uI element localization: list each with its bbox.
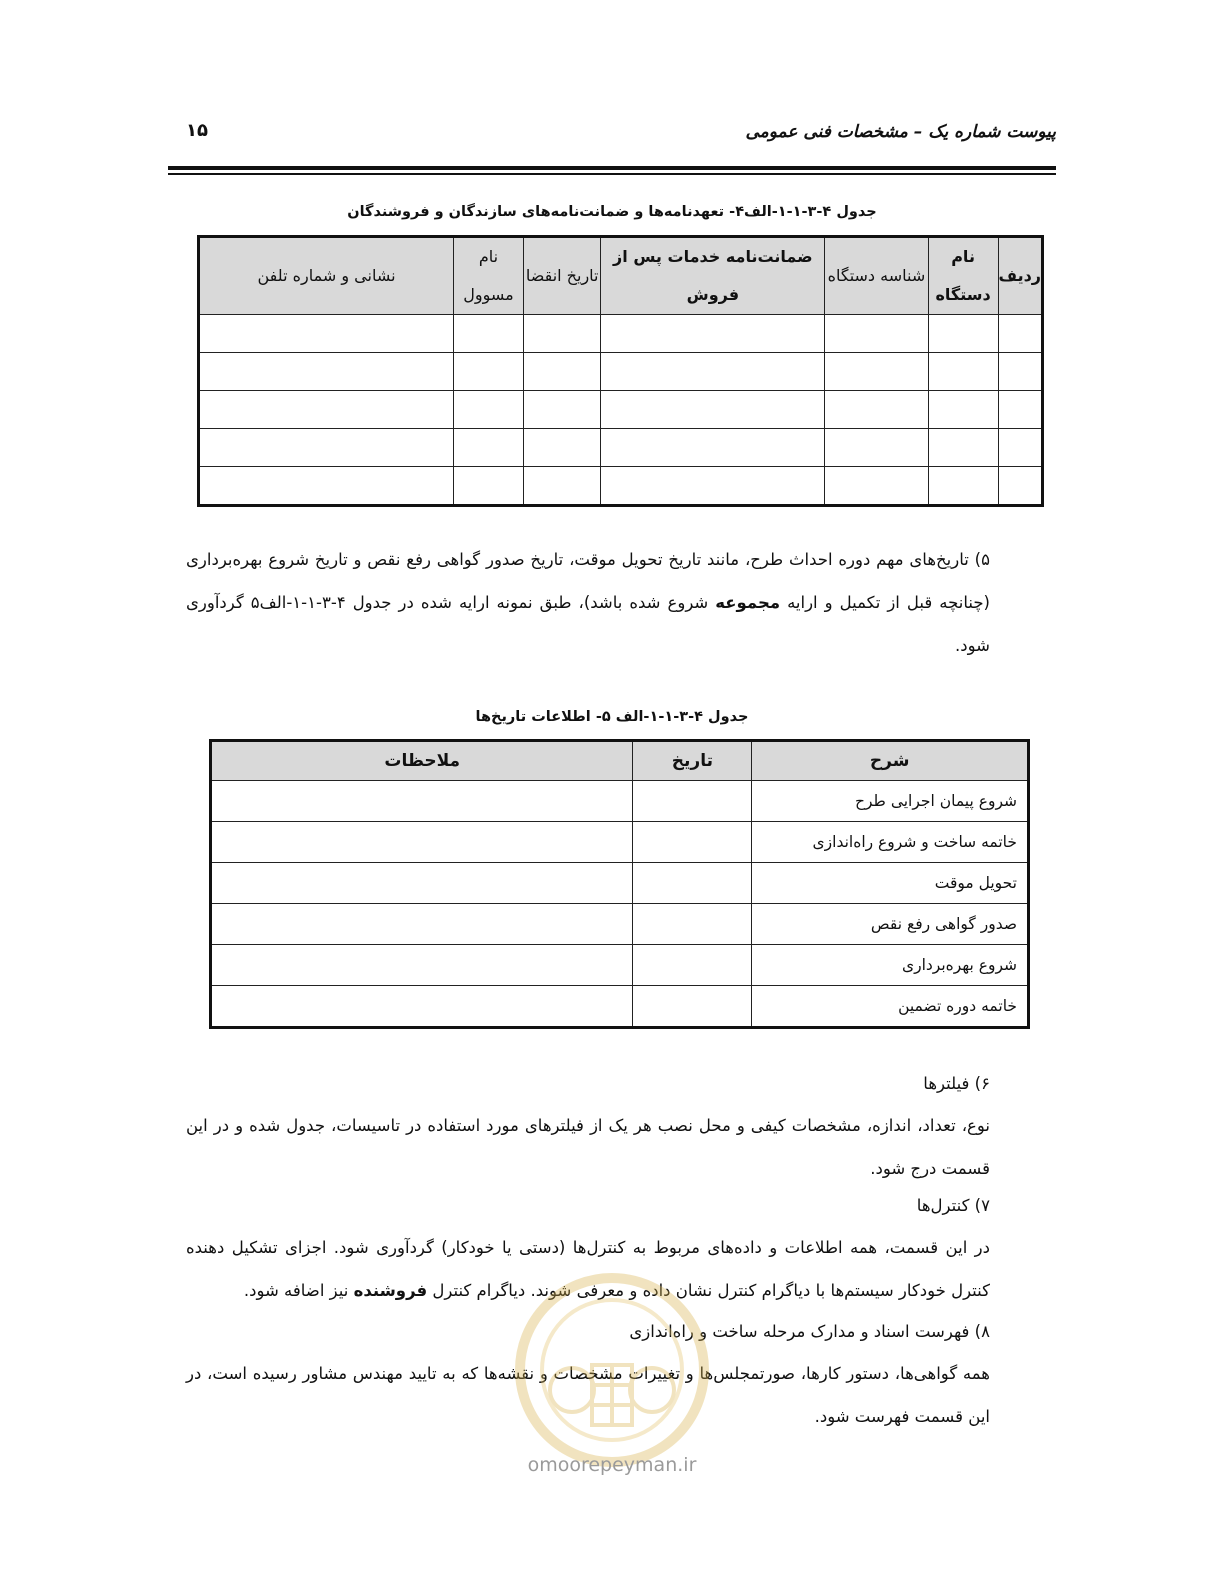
table-header-row [211, 741, 1029, 781]
section-6-text: نوع، تعداد، اندازه، مشخصات کیفی و محل نصب هر یک از فیلترهای مورد استفاده در تاسیسات، جدول شده و در این قسمت درج شود. [186, 1116, 990, 1178]
table-row [211, 904, 1029, 945]
table-row [211, 822, 1029, 863]
table-row [199, 429, 1043, 467]
table-cell [454, 467, 524, 506]
table-cell [199, 467, 454, 506]
table-cell [825, 353, 928, 391]
table-row [211, 863, 1029, 904]
table-cell [928, 467, 998, 506]
table-cell [998, 391, 1042, 429]
table-cell [998, 353, 1042, 391]
table-cell [928, 391, 998, 429]
table-cell [601, 467, 825, 506]
col-header-device-name: نام دستگاه [928, 237, 998, 315]
table-cell [523, 429, 601, 467]
row-date-cell [633, 822, 752, 863]
table-cell [199, 429, 454, 467]
row-description: شروع پیمان اجرایی طرح [752, 781, 1029, 822]
table-cell [998, 429, 1042, 467]
table-cell [928, 315, 998, 353]
row-date-cell [633, 863, 752, 904]
row-notes-cell [211, 945, 633, 986]
table-row [211, 945, 1029, 986]
table-cell [601, 315, 825, 353]
col-header-notes: ملاحظات [211, 741, 633, 781]
row-date-cell [633, 781, 752, 822]
table-cell [454, 429, 524, 467]
table-cell [454, 391, 524, 429]
table-cell [199, 353, 454, 391]
table-cell [928, 353, 998, 391]
row-notes-cell [211, 781, 633, 822]
warranty-table [197, 235, 1044, 507]
col-header-device-id: شناسه دستگاه [825, 237, 928, 315]
table-cell [601, 391, 825, 429]
col-header-row-no: ردیف [998, 237, 1042, 315]
table-row [211, 781, 1029, 822]
section-6-heading: ۶) فیلترها [923, 1074, 990, 1093]
header-rule-thin [168, 173, 1056, 175]
table-cell [998, 467, 1042, 506]
row-description: خاتمه ساخت و شروع راه‌اندازی [752, 822, 1029, 863]
section-7-text-b: نیز اضافه شود. [243, 1281, 354, 1300]
row-description: تحویل موقت [752, 863, 1029, 904]
table-cell [825, 391, 928, 429]
section-7-bold-term: فروشنده [353, 1281, 428, 1300]
page-number: ۱۵ [186, 120, 208, 141]
paragraph-5-bold-term: مجموعه [715, 593, 781, 612]
row-description: خاتمه دوره تضمین [752, 986, 1029, 1028]
table-cell [523, 315, 601, 353]
table-cell [998, 315, 1042, 353]
table-header-row [199, 237, 1043, 315]
row-description: شروع بهره‌برداری [752, 945, 1029, 986]
table-cell [825, 429, 928, 467]
table-cell [199, 315, 454, 353]
table-cell [523, 391, 601, 429]
table-cell [601, 353, 825, 391]
col-header-expiry: تاریخ انقضا [523, 237, 601, 315]
section-7-heading: ۷) کنترل‌ها [916, 1196, 990, 1215]
row-notes-cell [211, 863, 633, 904]
row-notes-cell [211, 822, 633, 863]
table-cell [825, 315, 928, 353]
col-header-responsible: نام مسوول [454, 237, 524, 315]
table-row [199, 467, 1043, 506]
section-8-heading: ۸) فهرست اسناد و مدارک مرحله ساخت و راه‌اندازی [629, 1322, 990, 1341]
paragraph-5 [186, 538, 990, 667]
row-notes-cell [211, 986, 633, 1028]
table-cell [199, 391, 454, 429]
table-cell [601, 429, 825, 467]
watermark-site-text: omoorepeyman.ir [527, 1454, 697, 1476]
row-date-cell [633, 904, 752, 945]
row-date-cell [633, 945, 752, 986]
col-header-date: تاریخ [633, 741, 752, 781]
section-8-text: همه گواهی‌ها، دستور کارها، صورتمجلس‌ها و تغییرات مشخصات و نقشه‌ها که به تایید مهندس مشاور رسیده است، در این قسمت فهرست شود. [186, 1364, 990, 1426]
row-date-cell [633, 986, 752, 1028]
table1-caption: جدول ۴-۳-۱-۱-الف۴- تعهدنامه‌ها و ضمانت‌نامه‌های سازندگان و فروشندگان [347, 204, 877, 220]
row-notes-cell [211, 904, 633, 945]
page-header-title: پیوست شماره یک – مشخصات فنی عمومی [745, 122, 1056, 142]
table-cell [523, 467, 601, 506]
watermark-logo-icon [497, 1270, 727, 1470]
paragraph-5-text-b: شروع شده باشد)، طبق نمونه ارایه شده در جدول ۴-۳-۱-۱-الف۵ گردآوری شود. [186, 593, 990, 655]
table-row [199, 353, 1043, 391]
col-header-warranty: ضمانت‌نامه خدمات پس از فروش [601, 237, 825, 315]
table-cell [825, 467, 928, 506]
table-row [211, 986, 1029, 1028]
table2-caption: جدول ۴-۳-۱-۱-الف ۵- اطلاعات تاریخ‌ها [475, 709, 749, 725]
row-description: صدور گواهی رفع نقص [752, 904, 1029, 945]
table-cell [928, 429, 998, 467]
table-row [199, 315, 1043, 353]
header-rule-thick [168, 166, 1056, 170]
table-cell [454, 353, 524, 391]
paragraph-5-text-a: ۵) تاریخ‌های مهم دوره احداث طرح، مانند تاریخ تحویل موقت، تاریخ صدور گواهی رفع نقص و تاریخ شروع بهره‌برداری (چنانچه قبل از تکمیل و ارایه [186, 550, 990, 612]
col-header-description: شرح [752, 741, 1029, 781]
dates-table [209, 739, 1030, 1029]
section-7-text-a: در این قسمت، همه اطلاعات و داده‌های مربوط به کنترل‌ها (دستی یا خودکار) گردآوری شود. اجزای تشکیل دهنده کنترل خودکار سیستم‌ها با دیاگرام کنترل نشان داده و معرفی شوند. دیاگرام کنترل [186, 1238, 990, 1300]
col-header-address: نشانی و شماره تلفن [199, 237, 454, 315]
table-row [199, 391, 1043, 429]
table-cell [454, 315, 524, 353]
table-cell [523, 353, 601, 391]
